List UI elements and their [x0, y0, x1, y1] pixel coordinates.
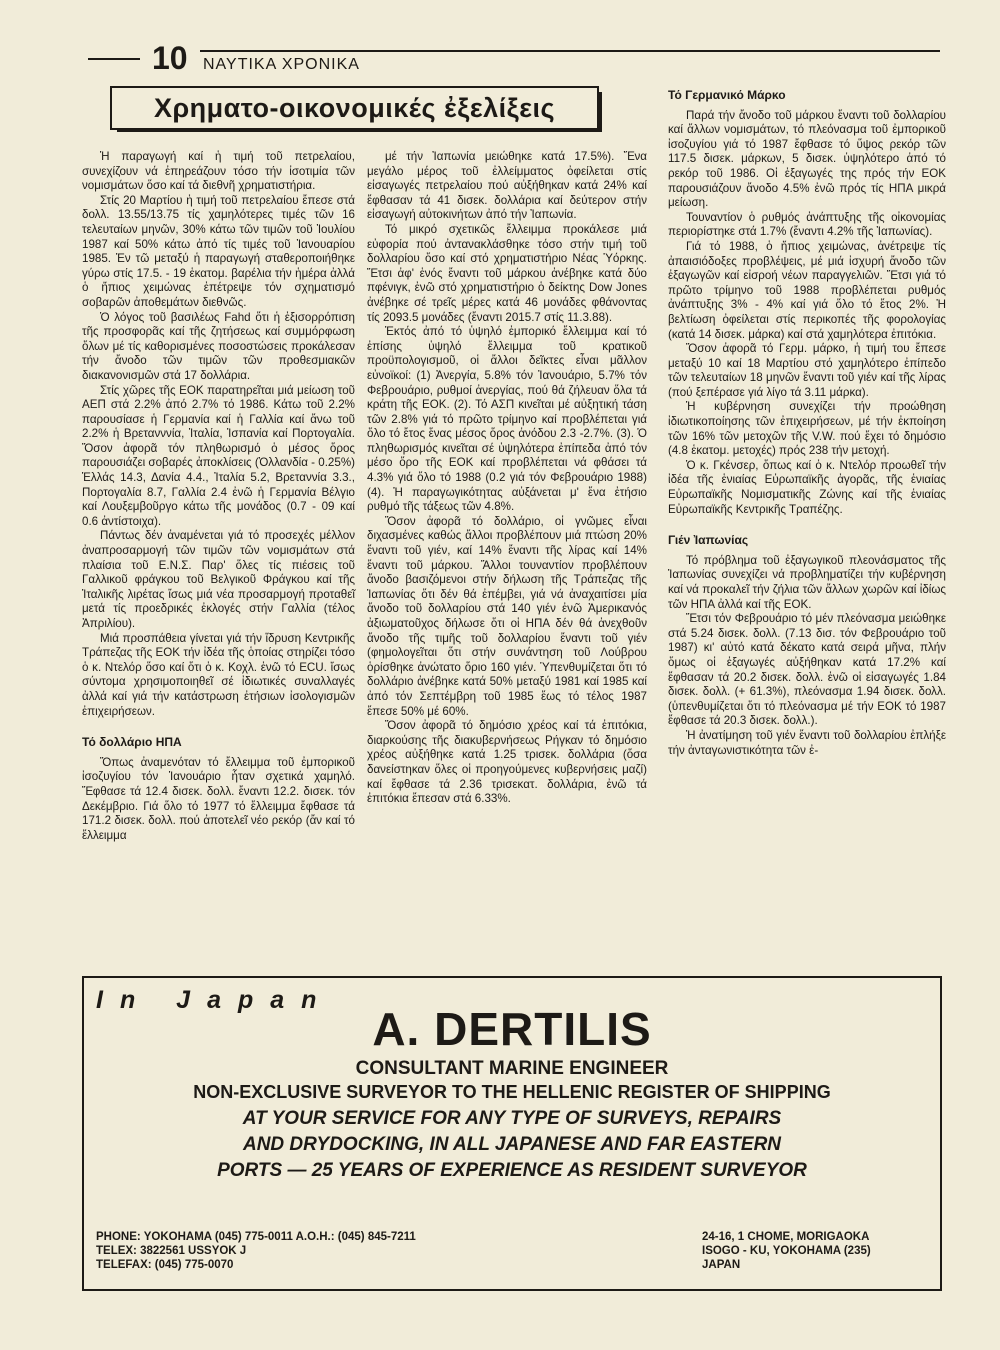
- column-2: [367, 150, 647, 807]
- ad-phone: PHONE: YOKOHAMA (045) 775-0011 A.O.H.: (045) 845-7211: [96, 1231, 416, 1243]
- section-heading-usd: Τό δολλάριο ΗΠΑ: [82, 735, 182, 750]
- paragraph: Μιά προσπάθεια γίνεται γιά τήν ἵδρυση Κεντρικῆς Τράπεζας τῆς ΕΟΚ τήν ἰδέα τῆς ὁποίας στηρίζει τόσο ὁ κ. Ντελόρ ὅσο καί ὅτι ὁ κ. Κοχλ. ἐνῶ τό ECU. ἴσως σύντομα χρησιμοποιηθεῖ σέ ἰδιωτικές συναλλαγές ἀλλά καί γιά τήν κατάστρωση ἐτήσιων ἰσολογισμῶν ἐπιχειρήσεων.: [82, 631, 355, 718]
- paragraph: Ἔτσι τόν Φεβρουάριο τό μέν πλεόνασμα μειώθηκε στά 5.24 δισεκ. δολλ. (7.13 δισ. τόν Φεβρουάριο τοῦ 1987) κι' αὐτό κατά δέκατο κατά σειρά μῆνα, πλήν ὅμως οἱ ἐξαγωγές αὐξήθηκαν κατά 17.2% καί ἔφθασαν τά 20.2 δισεκ. δολλ. ἐνῶ οἱ εἰσαγωγές 1.84 δισεκ. δολλ. (+ 61.3%), πλεόνασμα 1.94 δισεκ. δολλ. (ὑπενθυμίζεται ὅτι τό πλεόνασμα μέ τήν ΕΟΚ τό 1987 ἔφθασε τά 20.3 δισεκ. δολλ.).: [668, 612, 946, 728]
- column-1: [82, 150, 355, 843]
- paragraph: Ὅσον ἀφορᾶ τό δημόσιο χρέος καί τά ἐπιτόκια, διαρκούσης τῆς διακυβερνήσεως Ρήγκαν τό δημόσιο χρέος αὐξήθηκε κατά 1.25 τρισεκ. δολλάρια (ὅσα δανείστηκαν ὅλες οἱ προηγούμενες κυβερνήσεις μαζί) καί ἔφθασε τά 2.36 τρισεκατ. δολλάρια, ἐνῶ τά ἐπιτόκια ἔπεσαν στά 6.33%.: [367, 719, 647, 806]
- advertisement-box: [82, 976, 942, 1291]
- ad-company-name: A. DERTILIS: [372, 1003, 652, 1055]
- section-heading-mark: Τό Γερμανικό Μάρκο: [668, 88, 786, 102]
- ad-address-line: JAPAN: [702, 1259, 741, 1271]
- paragraph: Ὁ λόγος τοῦ βασιλέως Fahd ὅτι ἡ ἐξισορρόπιση τῆς προσφορᾶς καί τῆς ζητήσεως καί συμμόρφωση ὅλων μέ τίς καθορισμένες ποσοστώσεις προκάλεσαν τήν ἄνοδο τῶν τιμῶν τῶν προθεσμιακῶν διακανονισμῶν στά 17 δολλάρια.: [82, 310, 355, 382]
- ad-address-line: 24-16, 1 CHOME, MORIGAOKA: [702, 1231, 870, 1243]
- paragraph: Ἡ κυβέρνηση συνεχίζει τήν προώθηση ἰδιωτικοποίησης τῶν ἐπιχειρήσεων, μέ τήν ἐκποίηση τῶν 16% τῶν μετοχῶν τῆς V.W. πού ἔχει τό δημόσιο (4.8 ἑκατομ. μετοχές) πρός 238 τήν μετοχή.: [668, 400, 946, 458]
- paragraph: Παρά τήν ἄνοδο τοῦ μάρκου ἔναντι τοῦ δολλαρίου καί ἄλλων νομισμάτων, τό πλεόνασμα τοῦ ἐμπορικοῦ ἰσοζυγίου γιά τό 1987 ἔφθασε τό ὕψος ρεκόρ τῶν 117.5 δισεκ. μάρκων, 5 δισεκ. ὑψηλότερο ἀπό τό ρεκόρ τοῦ 1986. Οἱ ἐξαγωγές της πρός τήν ΕΟΚ παρουσιάζουν ἄνοδο 4.5% ἐνῶ πρός τίς ΗΠΑ μικρά μείωση.: [668, 108, 946, 210]
- ad-telex: TELEX: 3822561 USSYOK J: [96, 1245, 247, 1257]
- paragraph: Τουναντίον ὁ ρυθμός ἀνάπτυξης τῆς οἰκονομίας περιορίστηκε στά 1.7% (ἔναντι 4.2% τῆς Ἰαπωνίας).: [668, 210, 946, 239]
- section-heading-yen: Γιέν Ἰαπωνίας: [668, 533, 749, 548]
- article-title: Χρηματο-οικονομικές ἐξελίξεις: [153, 92, 556, 123]
- paragraph: Γιά τό 1988, ὁ ἤπιος χειμώνας, ἀνέτρεψε τίς ἀπαισιόδοξες προβλέψεις, μέ μιά ἰσχυρή ἄνοδο τῶν ἐξαγωγῶν καί εἰσροή νέων παραγγελιῶν. Ἔτσι γιά τό πρῶτο τρίμηνο τοῦ 1988 προβλέπεται ρυθμός ἀνάπτυξης 3% - 4% καί γιά ὅλο τό ἔτος 2%. Ἡ βελτίωση ὀφείλεται στίς περικοπές τῆς φορολογίας (κατά 14 δισεκ. μάρκα) καί στά χαμηλότερα ἐπιτόκια.: [668, 239, 946, 341]
- paragraph: Ἡ ἀνατίμηση τοῦ γιέν ἔναντι τοῦ δολλαρίου ἐπλήξε τήν ἀνταγωνιστικότητα τῶν ἐ-: [668, 728, 946, 757]
- paragraph: Ὅσον ἀφορᾶ τό Γερμ. μάρκο, ἡ τιμή του ἔπεσε μεταξύ 10 καί 18 Μαρτίου στό χαμηλότερο ἐπίπεδο τῶν τελευταίων 18 μηνῶν ἔναντι τοῦ γιέν καί τῆς λίρας (πού ξεπέρασε γιά λίγο τά 3.11 μάρκα).: [668, 342, 946, 399]
- ad-telefax: TELEFAX: (045) 775-0070: [96, 1259, 234, 1271]
- header-rule-left: [88, 58, 140, 60]
- ad-line: NON-EXCLUSIVE SURVEYOR TO THE HELLENIC REGISTER OF SHIPPING: [193, 1082, 831, 1102]
- ad-contact-numbers: [96, 1230, 416, 1272]
- paragraph: Πάντως δέν ἀναμένεται γιά τό προσεχές μέλλον ἀναπροσαρμογή τῶν τιμῶν τῶν νομισμάτων στά πλαίσια τοῦ Ε.Ν.Σ. Παρ' ὅλες τίς πιέσεις τοῦ Γαλλικοῦ φράγκου τοῦ Βελγικοῦ Φράγκου καί τῆς Ἰταλικῆς λιρέτας ἴσως μιά νέα προσαρμογή προταθεῖ μετά τίς προεδρικές ἐκλογές στήν Γαλλία (τέλος Ἀπριλίου).: [82, 529, 355, 630]
- ad-line: PORTS — 25 YEARS OF EXPERIENCE AS RESIDENT SURVEYOR: [217, 1160, 807, 1181]
- ad-line: AND DRYDOCKING, IN ALL JAPANESE AND FAR EASTERN: [242, 1134, 782, 1155]
- paragraph: Στίς χῶρες τῆς ΕΟΚ παρατηρεῖται μιά μείωση τοῦ ΑΕΠ στά 2.2% ἀπό 2.7% τό 1986. Κάτω τοῦ 2.2% παρουσίασε ἡ Γερμανία καί ἡ Γαλλία καί ἄνω τοῦ 2.2% ἡ Βρετανννία, Ἰταλία, Ἰσπανία καί Πορτογαλία. Ὅσον ἀφορᾶ τόν πληθωρισμό ὁ μέσος ὅρος παρουσιάζει σοβαρές ἀποκλίσεις (Ὁλλανδία - 0.25%) Ἑλλάς 14.3, Δανία 4.4., Ἰταλία 5.2, Βρεταννία 3.3., Πορτογαλία 8.7, Γαλλία 2.4 ἐνῶ ἡ Γερμανία Βέλγιο καί Λουξεμβοῦργο κάτω τῆς μονάδος (0.7 - 09 καί 0.6 ἀντίστοιχα).: [82, 383, 355, 528]
- paragraph: Στίς 20 Μαρτίου ἡ τιμή τοῦ πετρελαίου ἔπεσε στά δολλ. 13.55/13.75 τίς χαμηλότερες τιμές τῶν 16 τελευταίων μηνῶν, 30% κάτω τῶν τιμῶν τοῦ Ἰουλίου 1987 καί 50% κάτω ἀπό τίς τιμές τοῦ Ἰανουαρίου 1985. Ἐν τῶ μεταξύ ἡ παραγωγή σταθεροποιήθηκε γύρω στίς 17.5. - 19 ἑκατομ. βαρέλια τήν ἡμέρα ἀλλά ὁ ἤπιος χειμώνας ἐπέτρεψε τόν σχηματισμό σοβαρῶν ἀποθεμάτων διεθνῶς.: [82, 193, 355, 309]
- paragraph: Τό μικρό σχετικῶς ἔλλειμμα προκάλεσε μιά εὐφορία πού ἀντανακλάσθηκε τόσο στήν τιμή τοῦ δολλαρίου ὅσο καί στό χρηματιστήριο Νέας Ὑόρκης. Ἔτσι ἀφ' ἑνός ἔναντι τοῦ μάρκου ἀνέβηκε κατά δύο πφένιγκ, ἐνῶ στό χρηματιστήριο ὁ δείκτης Dow Jones ἀνέβηκε σέ τρεῖς μέρες κατά 46 μονάδες φθάνοντας τίς 2093.5 μονάδες (ἔναντι 2015.7 στίς 11.3.88).: [367, 222, 647, 324]
- ad-title: CONSULTANT MARINE ENGINEER: [355, 1058, 669, 1079]
- paragraph: μέ τήν Ἰαπωνία μειώθηκε κατά 17.5%). Ἕνα μεγάλο μέρος τοῦ ἐλλείμματος ὀφείλεται στίς εἰσαγωγές πετρελαίου πού αὐξήθηκαν κατά 24% καί ἔφθασαν τά 41 δισεκ. δολλάρια καί δεύτερον στήν εἰσαγωγή αὐτοκινήτων ἀπό τήν Ἰαπωνία.: [367, 150, 647, 222]
- magazine-name: ΝΑΥΤΙΚΑ ΧΡΟΝΙΚΑ: [203, 56, 360, 73]
- paragraph: Ὅσον ἀφορᾶ τό δολλάριο, οἱ γνῶμες εἶναι διχασμένες καθώς ἄλλοι προβλέπουν μιά πτώση 20% ἔναντι τοῦ γιέν, καί 14% ἔναντι τῆς λίρας καί 14% ἔναντι τοῦ μάρκου. Ἄλλοι τουναντίον προβλέπουν ἄνοδο βασιζόμενοι στήν δήλωση τῆς Τράπεζας τῆς Ἰαπωνίας ὅτι δέν θά ἐπέμβει, γιά νά ἀναχαιτίσει μία ἄνοδο τοῦ δολλαρίου στά 140 γιέν ἐνῶ Ἀμερικανός ἀξιωματοῦχος δήλωσε ὅτι οἱ ΗΠΑ δέν θά ἀνεχθοῦν ἄνοδο τῆς τιμῆς τοῦ δολλαρίου ἔναντι τοῦ γιέν (φημολογεῖται ὅτι στήν συνάντηση τοῦ Λούβρου ὁρίσθηκε ἀνώτατο ὅριο 160 γιέν. Ὑπενθυμίζεται ὅτι τό δολλάριο ἀνέβηκε κατά 50% μεταξύ 1981 καί 1985 καί ἀπό τόν Σεπτέμβρη τοῦ 1985 ἕως τό τέλος 1987 ἔπεσε 50% μέ 60%.: [367, 514, 647, 718]
- paragraph: Ἐκτός ἀπό τό ὑψηλό ἐμπορικό ἔλλειμμα καί τό ἐπίσης ὑψηλό ἔλλειμμα τοῦ κρατικοῦ προϋπολογισμοῦ, οἱ ἄλλοι δεῖκτες εἶναι μᾶλλον εὐνοϊκοί: (1) Ἀνεργία, 5.8% τόν Ἰανουάριο, 5.7% τόν Φεβρουάριο, ρυθμοί ἀνεργίας, πού θά ζήλευαν ὅλα τά κράτη τῆς ΕΟΚ. (2). Τό ΑΣΠ κινεῖται μέ αὐξητική τάση τῶν 2.8% γιά τό πρῶτο τρίμηνο καί προβλέπεται γιά ὅλο τό ἔτος ἕνας μέσος ὅρος ἀνόδου 2.3 -2.7%. (3). Ὁ πληθωρισμός κινεῖται σέ ὑψηλότερα ἐπίπεδα ἀπό τόν μέσο ὅρο τῆς ΕΟΚ καί προβλέπεται νά φθάσει τά 4.3% γιά ὅλο τό 1988 (0.2 γιά τόν Φεβρουάριο 1988) (4). Ἡ παραγωγικότητας αὐξάνεται μ' ἕνα ἐτήσιο ρυθμό τῆς τάξεως τῶν 4.8%.: [367, 325, 647, 514]
- paragraph: Τό πρόβλημα τοῦ ἐξαγωγικοῦ πλεονάσματος τῆς Ἰαπωνίας συνεχίζει νά προβληματίζει τήν κυβέρνηση καί νά προκαλεῖ τήν ζήλια τῶν ἄλλων χωρῶν καί ἰδίως τῶν ΗΠΑ ἀλλά καί τῆς ΕΟΚ.: [668, 553, 946, 611]
- paragraph: Ὁ κ. Γκένσερ, ὅπως καί ὁ κ. Ντελόρ προωθεῖ τήν ἰδέα τῆς ἑνιαίας Εὐρωπαϊκῆς ἀγορᾶς, τῆς ἑνιαίας Εὐρωπαϊκῆς Νομισματικῆς Ζώνης καί τῆς ἑνιαίας Εὐρωπαϊκῆς Κεντρικῆς Τραπέζης.: [668, 458, 946, 516]
- ad-address-line: ISOGO - KU, YOKOHAMA (235): [702, 1245, 871, 1257]
- ad-tag: In Japan: [96, 986, 334, 1014]
- paragraph: Ἡ παραγωγή καί ἡ τιμή τοῦ πετρελαίου, συνεχίζουν νά ἐπηρεάζουν τόσο τήν ἰσοτιμία τῶν νομισμάτων ὅσο καί τά διεθνῆ χρηματιστήρια.: [82, 150, 355, 193]
- paragraph: Ὅπως ἀναμενόταν τό ἔλλειμμα τοῦ ἐμπορικοῦ ἰσοζυγίου τόν Ἰανουάριο ἦταν σχετικά χαμηλό. Ἔφθασε τά 12.4 δισεκ. δολλ. ἔναντι 12.2. δισεκ. τόν Δεκέμβριο. Γιά ὅλο τό 1977 τό ἔλλειμμα ἔφθασε τά 171.2 δισεκ. δολλ. πού ἀποτελεῖ νέο ρεκόρ (ἄν καί τό ἔλλειμμα: [82, 755, 355, 842]
- article-title-box: [110, 86, 599, 130]
- ad-line: AT YOUR SERVICE FOR ANY TYPE OF SURVEYS, REPAIRS: [242, 1108, 782, 1129]
- page-number: 10: [152, 40, 188, 76]
- column-3: [668, 88, 946, 758]
- ad-address: [702, 1230, 871, 1272]
- header-rule-right: [200, 50, 940, 52]
